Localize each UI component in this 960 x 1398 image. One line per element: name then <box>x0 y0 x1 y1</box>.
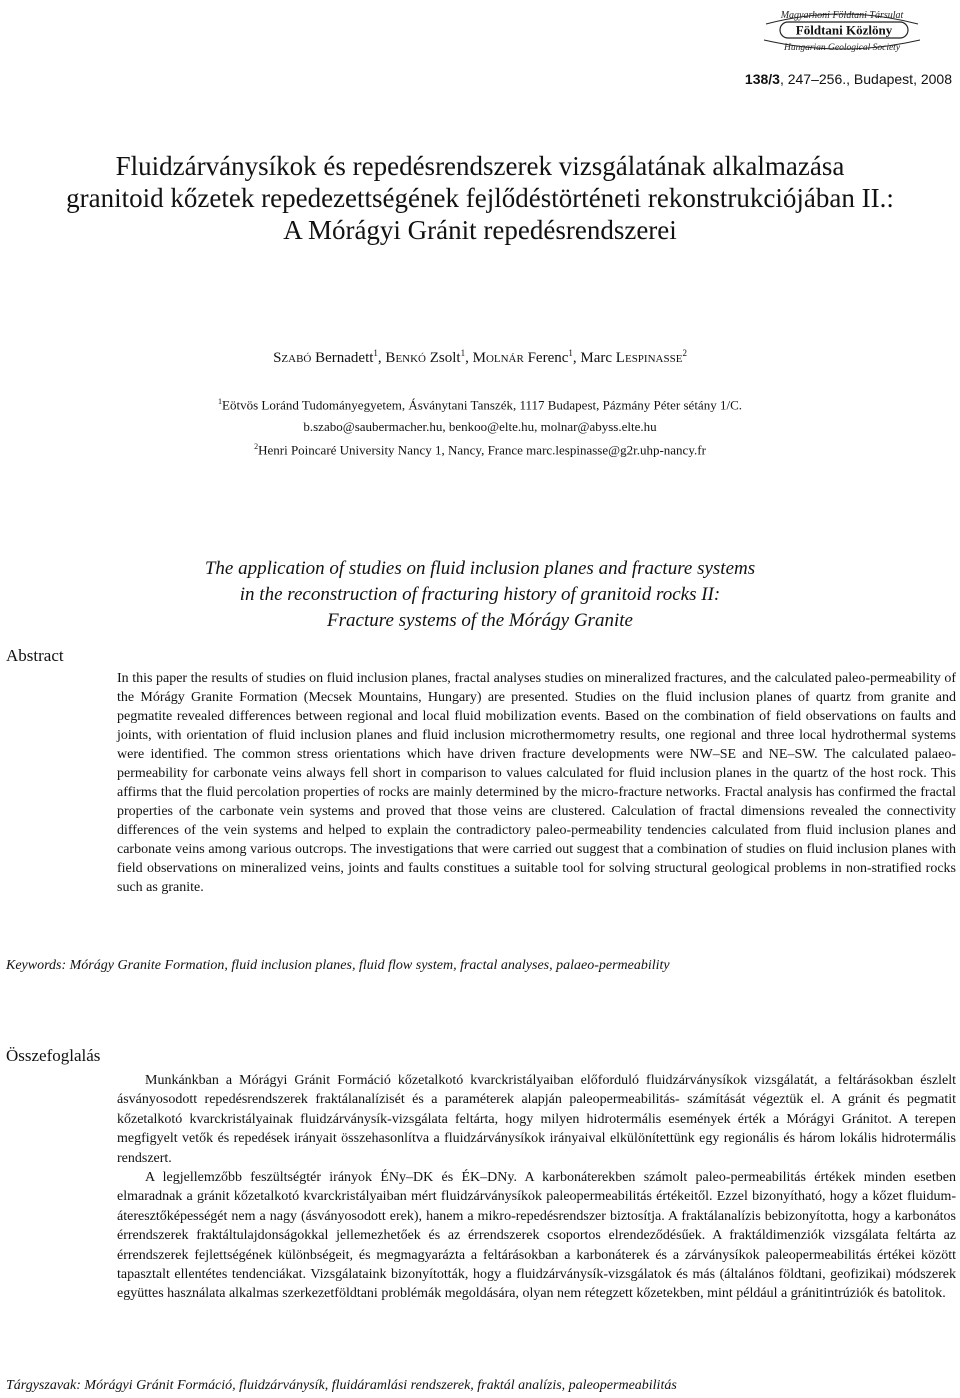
english-title-line-1: The application of studies on fluid inclusion planes and fracture systems <box>204 558 756 579</box>
journal-citation <box>745 71 952 87</box>
author-lespinasse: Marc LESPINASSE$^2$ <box>580 348 687 366</box>
author-list: SZABÓ Bernadett$^1$, BENKÓ Zsolt$^1$, MOLNÁR Ferenc$^1$, Marc LESPINASSE$^2$ <box>273 348 687 366</box>
title-line-3: A Mórágyi Gránit repedésrendszerei <box>283 215 677 245</box>
english-title-line-3: Fracture systems of the Mórágy Granite <box>327 610 633 631</box>
english-title <box>120 556 840 634</box>
affiliation-2: $^2$Henri Poincaré University Nancy 1, Nancy, France marc.lespinasse@g2r.uhp-nancy.fr <box>254 442 706 458</box>
summary-paragraph-2: A legjellemzőbb feszültségtér irányok ÉNy–DK és ÉK–DNy. A karbonáterekben számolt paleo-permeabilitás értékek minden esetben elmaradnak a gránit kőzetalkotó kvarckristályaiban mért fluidzárványsíkok paleopermeabilitás értékeitől. Ezzel bizonyítható, hogy a kőzet fluidum-áteresztőképességét nem a nagy (ásványosodott erek), hanem a mikro-repedésrendszer biztosítja. A fraktálanalízis bebizonyította, hogy a karbonátos érrendszerek fraktáltulajdonságokkal jellemezhetőek és az érrendszerek csoportos elrendeződésűek. A fraktáldimenziók vizsgálata feltárta az érrendszerek fejlettségének különbségeit, és megmagyarázta a feltárásokban a karbonáterek és a zárványsíkok paleopermeabilitás értékei között tapasztalt ellentétes tendenciákat. Vizsgálataink bizonyították, hogy a fluidzárványsík-vizsgálatok és más (általános földtani, geofizikai) módszerek együttes használata alkalmas szerkezetföldtani problémák megoldására, olyan nem rétegzett kőzetekben, mint például a gránitintrúziók és batolitok. <box>117 1170 956 1302</box>
author-molnar: MOLNÁR Ferenc$^1$ <box>472 348 573 366</box>
title-line-2: granitoid kőzetek repedezettségének fejlődéstörténeti rekonstrukciójában II.: <box>66 183 894 213</box>
abstract-body: In this paper the results of studies on fluid inclusion planes, fractal analyses studies on mineralized fractures, and the calculated paleo-permeability of the Mórágy Granite Formation (Mecsek Mountains, Hungary) are presented. Studies on the fluid inclusion planes of quartz from granite and pegmatite revealed differences between regional and local fluid mobilization events. Based on the combination of field observations on faults and joints, with orientation of fluid inclusion planes and fluid inclusion microthermometry results, one regional and three local hydrothermal systems were identified. The common stress orientations which have driven fracture developments were NW–SE and NE–SW. The calculated palaeo-permeability for carbonate veins always fell short in comparison to values calculated for fluid inclusion planes in the quartz of the host rock. This affirms that the fluid percolation properties of rocks are mainly determined by the micro-fracture networks. Fractal analysis has confirmed the fractal properties of the carbonate vein systems and proved that those veins are clustered. Calculation of fractal dimensions revealed the connectivity differences of the vein systems and helped to explain the contradictory paleo-permeability tendencies calculated from fluid inclusion planes and carbonate veins among various outcrops. The investigations that were carried out suggest that a combination of studies on fluid inclusion planes with field observations on mineralized veins, joints and faults constitues a suitable tool for solving structural geological problems in non-stratified rocks such as granite. <box>117 671 956 895</box>
title-line-1: Fluidzárványsíkok és repedésrendszerek vizsgálatának alkalmazása <box>115 151 845 181</box>
logo-top-text: Magyarhoni Földtani Társulat <box>780 10 904 21</box>
logo-bottom-text: Hungarian Geological Society <box>783 43 901 53</box>
author-benko: BENKÓ Zsolt$^1$ <box>385 348 466 366</box>
affiliation-1: $^1$Eötvös Loránd Tudományegyetem, Ásványtani Tanszék, 1117 Budapest, Pázmány Péter sétány 1/C. <box>218 397 742 413</box>
affiliation-1-emails: b.szabo@saubermacher.hu, benkoo@elte.hu, molnar@abyss.elte.hu <box>303 419 657 434</box>
society-logo <box>758 6 926 54</box>
logo-emblem <box>758 6 926 54</box>
paper-title <box>0 150 960 246</box>
logo-middle-text: Földtani Közlöny <box>795 22 893 38</box>
keywords: Keywords: Mórágy Granite Formation, fluid inclusion planes, fluid flow system, fractal analyses, palaeo-permeability <box>6 958 670 973</box>
author-szabo: SZABÓ Bernadett$^1$ <box>273 348 378 366</box>
citation-rest: , 247–256., Budapest, 2008 <box>779 71 952 87</box>
english-title-line-2: in the reconstruction of fracturing history of granitoid rocks II: <box>239 584 721 605</box>
abstract-heading: Abstract <box>6 646 64 665</box>
summary-heading: Összefoglalás <box>6 1046 101 1065</box>
volume-number: 138/3 <box>744 71 780 87</box>
hungarian-keywords: Tárgyszavak: Mórágyi Gránit Formáció, fluidzárványsík, fluidáramlási rendszerek, fraktál analízis, paleopermeabilitás <box>6 1378 677 1393</box>
summary-body <box>117 1071 956 1304</box>
summary-paragraph-1: Munkánkban a Mórágyi Gránit Formáció kőzetalkotó kvarckristályaiban előforduló fluidzárványsíkok vizsgálatát, a feltárásokban észlelt ásványosodott repedésrendszerek fraktálanalízisét és a paraméterek alapján paleopermeabilitás- számítását végeztük el. A gránit és pegmatit kőzetalkotó kvarckristályainak fluidzárványsík-vizsgálata feltárta, hogy milyen hidrotermális események érték a Mórágyi Gránitot. A terepen megfigyelt vetők és repedések irányait összehasonlítva a fluidzárványsíkok irányaival elkülönítettünk egy regionális és három lokális hidrotermális rendszert. <box>117 1073 956 1166</box>
